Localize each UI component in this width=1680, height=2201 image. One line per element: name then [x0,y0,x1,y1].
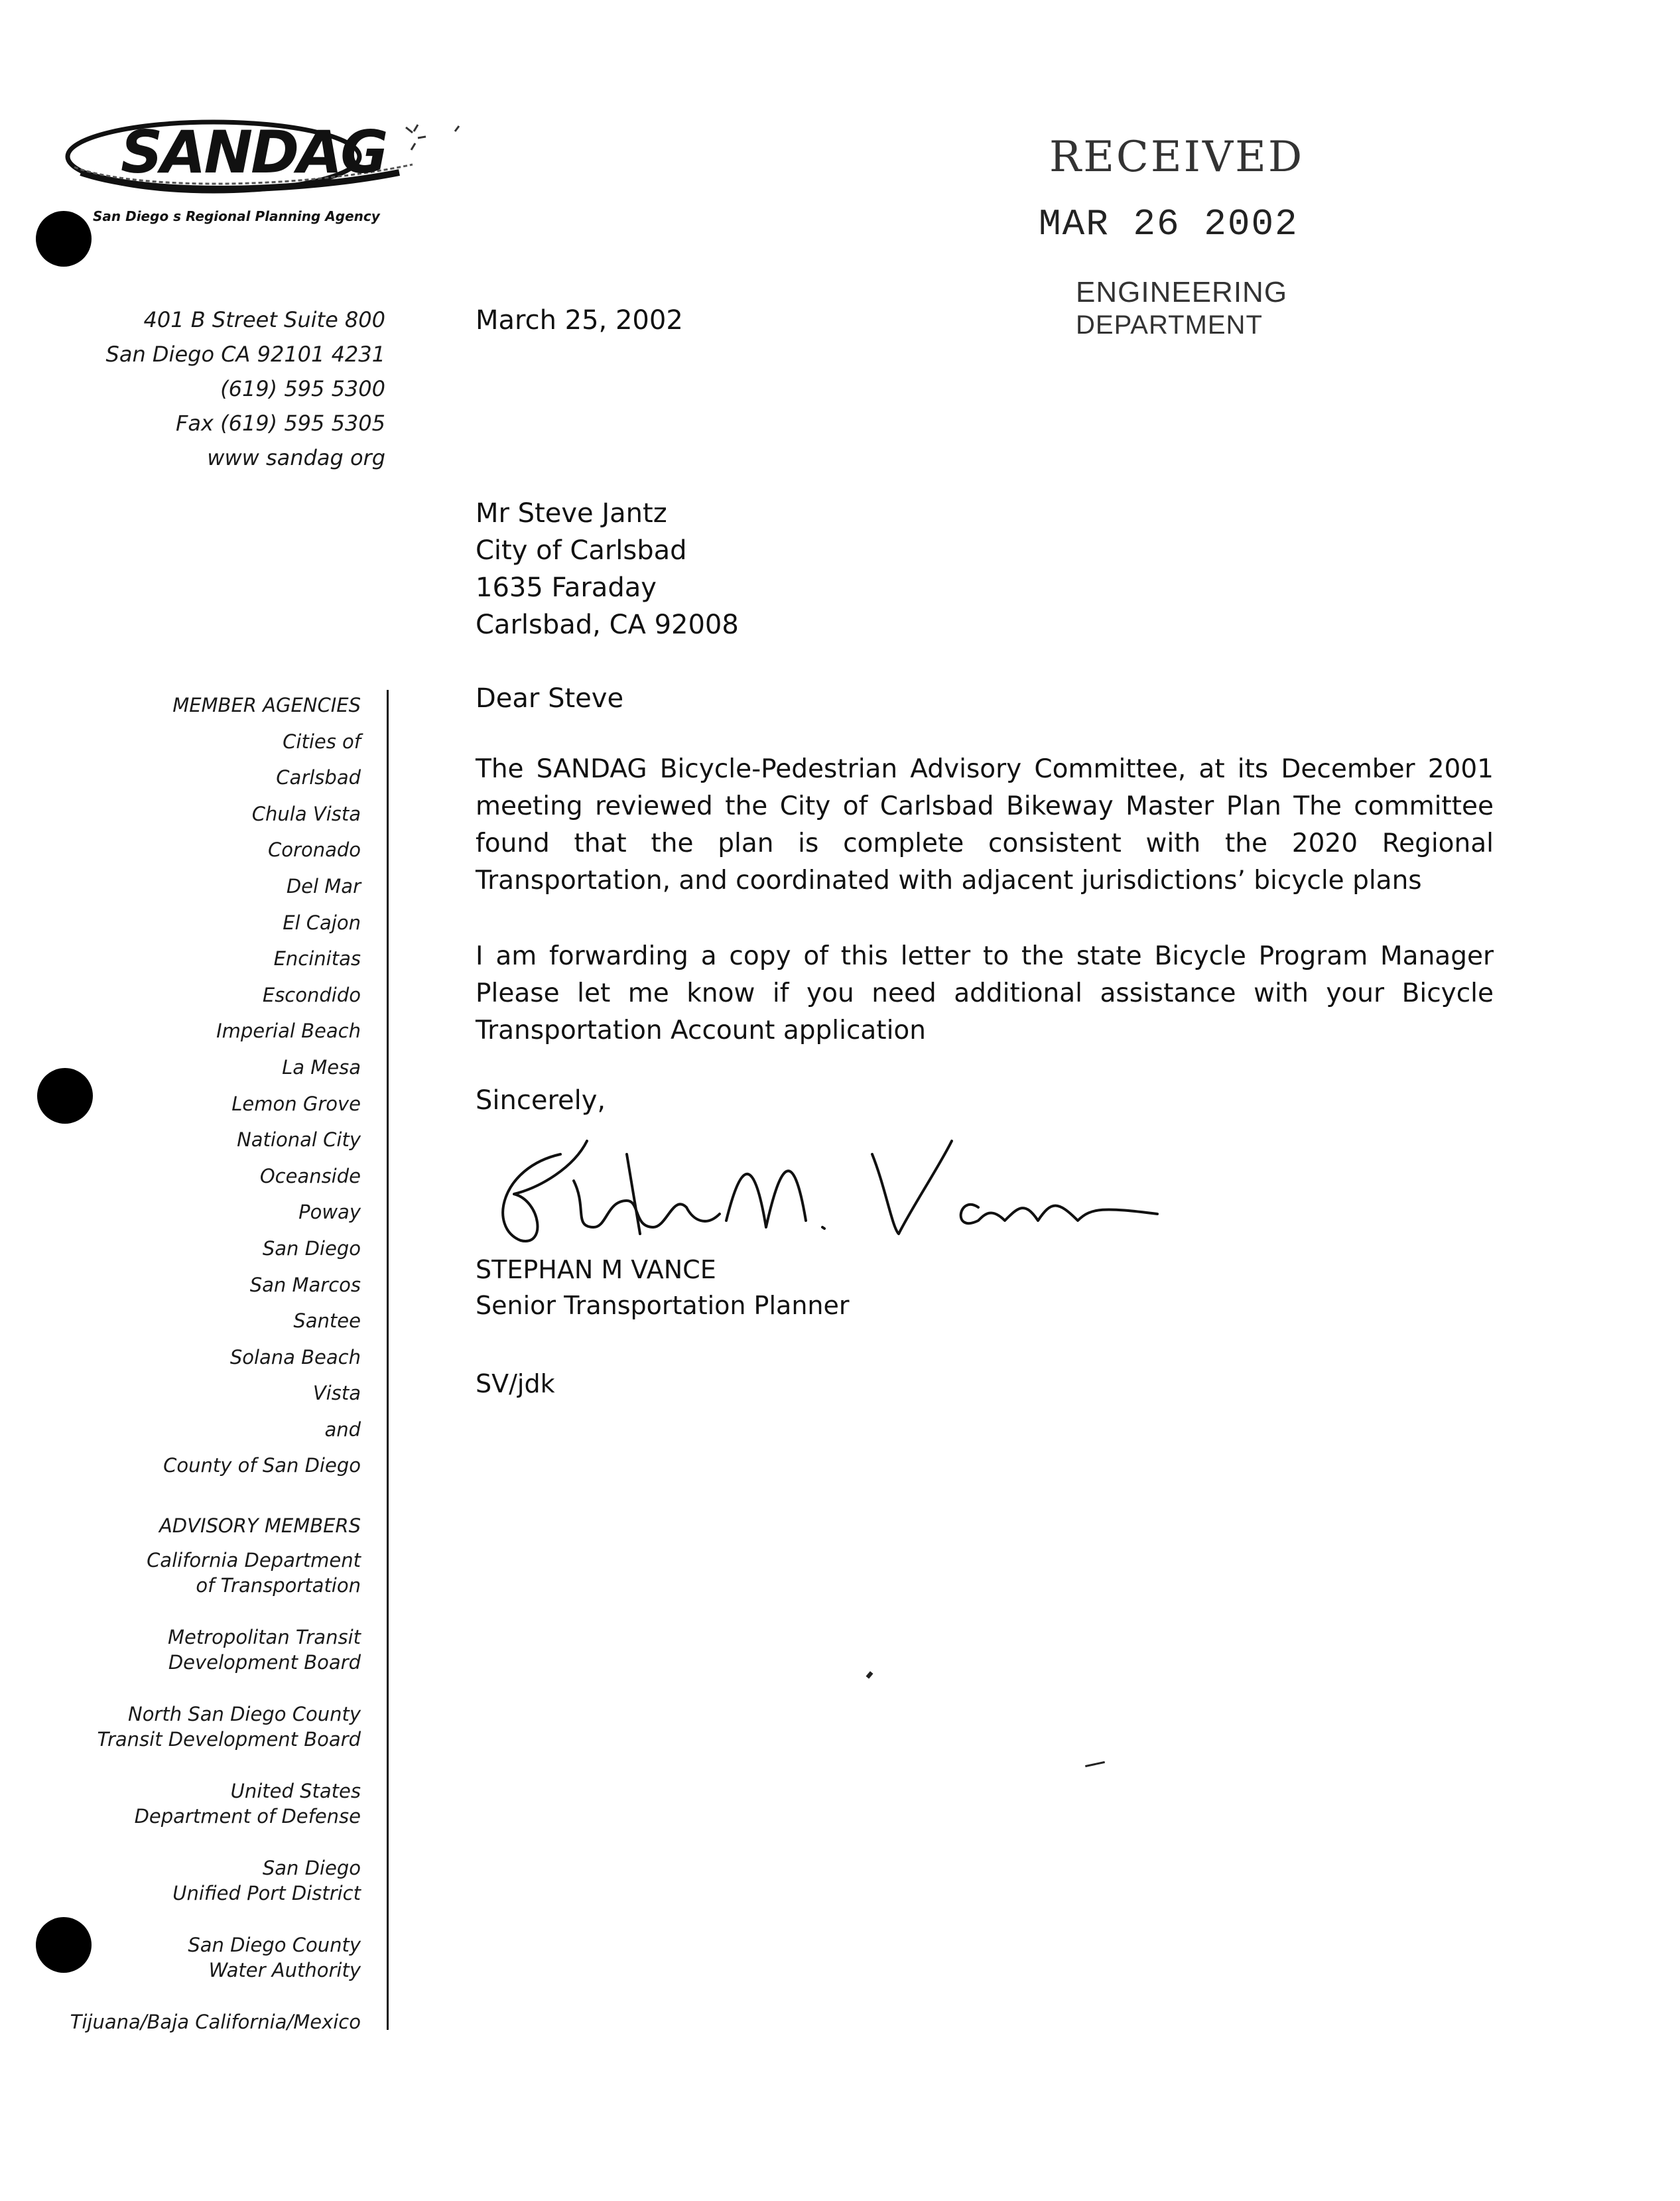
received-stamp-dept-line1: ENGINEERING [1076,276,1288,308]
member-agency: La Mesa [282,1055,361,1079]
advisory-member-line2: Department of Defense [134,1805,361,1828]
scan-speck [1085,1761,1105,1767]
advisory-member [70,1778,361,1829]
agency-tagline: San Diego s Regional Planning Agency [93,208,380,224]
member-agency: Vista [312,1382,361,1405]
letter-date: March 25, 2002 [476,305,683,336]
recipient-address [476,495,739,643]
sidebar-divider [387,690,389,2030]
advisory-member [70,1701,361,1752]
address-website: www sandag org [207,445,385,470]
advisory-member-line2: Unified Port District [172,1882,361,1904]
advisory-member-line1: Metropolitan Transit [168,1626,361,1648]
advisory-member [70,1548,361,1598]
recipient-street: 1635 Faraday [476,572,657,603]
member-agency: San Diego [262,1236,361,1260]
advisory-member [70,2009,361,2034]
member-agency: County of San Diego [163,1454,361,1477]
recipient-organization: City of Carlsbad [476,535,687,566]
member-agency: Escondido [262,983,361,1006]
member-agency: San Marcos [249,1273,361,1296]
address-street: 401 B Street Suite 800 [143,307,385,332]
advisory-member-line2: Water Authority [208,1959,361,1981]
typist-initials: SV/jdk [476,1369,555,1398]
address-city: San Diego CA 92101 4231 [105,342,385,367]
received-stamp-dept-line2: DEPARTMENT [1076,310,1263,340]
punch-hole-top [36,211,92,267]
member-agency: Oceanside [259,1164,361,1187]
member-agencies-list [163,687,361,1484]
member-agency: Carlsbad [276,766,361,789]
member-agency: Del Mar [286,874,361,898]
logo-wordmark: SANDAG [121,118,387,186]
advisory-member-line1: California Department [147,1549,361,1571]
advisory-member-line1: San Diego [262,1857,361,1879]
member-agency: El Cajon [283,911,361,934]
member-agency: Imperial Beach [216,1020,361,1043]
signer-title: Senior Transportation Planner [476,1291,850,1320]
member-agency: and [324,1418,361,1441]
member-agency: Santee [293,1309,361,1333]
handwritten-signature [474,1128,1164,1254]
recipient-city: Carlsbad, CA 92008 [476,610,739,640]
address-phone: (619) 595 5300 [220,376,385,401]
member-agency: Solana Beach [229,1345,361,1368]
closing: Sincerely, [476,1085,606,1116]
signer-name: STEPHAN M VANCE [476,1255,716,1284]
member-agency: Chula Vista [251,802,361,825]
address-fax: Fax (619) 595 5305 [175,411,385,436]
member-agency: Lemon Grove [231,1092,361,1115]
advisory-members-heading: ADVISORY MEMBERS [159,1514,361,1537]
punch-hole-middle [37,1068,93,1124]
advisory-member-line1: San Diego County [188,1934,361,1956]
sandag-logo [54,111,466,224]
advisory-member-line1: North San Diego County [128,1703,361,1725]
advisory-member-line2: of Transportation [196,1574,361,1597]
body-paragraph-2: I am forwarding a copy of this letter to the state Bicycle Program Manager Please let me know if you need additional assistance with your Bicycle Transportation Account application [476,941,1494,1045]
advisory-member [70,1932,361,1983]
member-agency: Encinitas [273,947,361,970]
advisory-member-line2: Transit Development Board [97,1728,361,1751]
advisory-member-line1: United States [230,1780,361,1802]
advisory-member-line1: Tijuana/Baja California/Mexico [70,2011,361,2033]
member-agency: National City [237,1128,361,1152]
advisory-member-line2: Development Board [168,1651,361,1674]
received-stamp-date: MAR 26 2002 [1039,203,1299,245]
letterhead-address [106,302,385,475]
recipient-name: Mr Steve Jantz [476,498,667,529]
advisory-member [70,1625,361,1675]
advisory-member [70,1855,361,1906]
member-agency: Poway [298,1201,361,1224]
member-agency: Coronado [268,838,361,862]
salutation: Dear Steve [476,683,624,714]
body-paragraph-1: The SANDAG Bicycle-Pedestrian Advisory Committee, at its December 2001 meeting reviewed the City of Carlsbad Bikeway Master Plan The committee found that the plan is complete consistent with the 2020 Regional Transportation, and coordinated with adjacent jurisdictions’ bicycle plans [476,754,1494,896]
scan-speck [866,1671,873,1679]
member-agency: Cities of [283,730,361,753]
member-agencies-heading: MEMBER AGENCIES [172,694,361,716]
advisory-members-list [70,1508,361,2061]
received-stamp: RECEIVED [1049,133,1305,182]
